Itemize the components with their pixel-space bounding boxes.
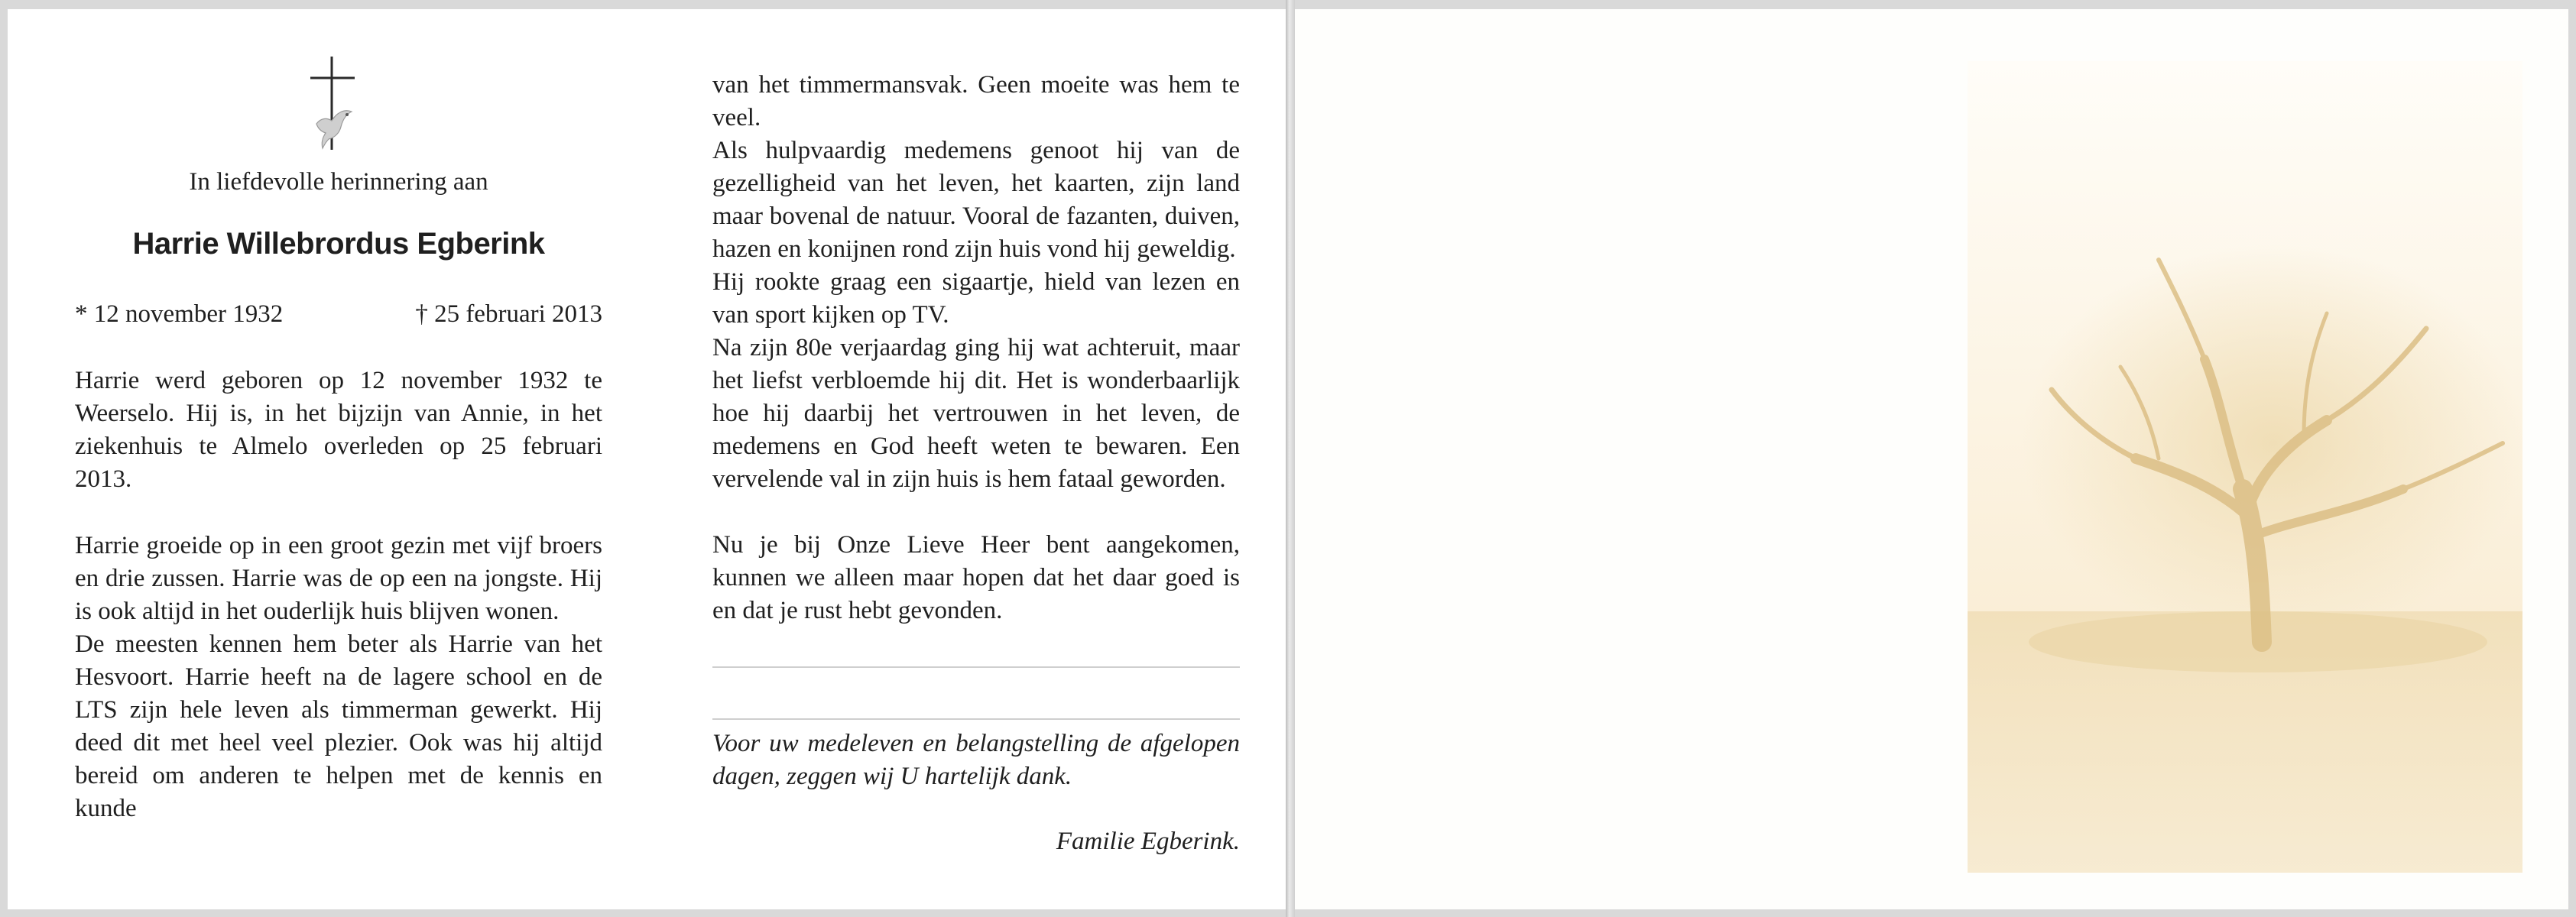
card-fold [1286,0,1295,917]
paragraph: Na zijn 80e verjaardag ging hij wat achteruit, maar het liefst verbloemde hij dit. Het is wonderbaarlijk hoe hij daarbij het vertrouwen in het leven, de medemens en God heeft weten te bewaren. Een vervelende val in zijn huis is hem fataal geworden. [712,334,1240,493]
death-date: † 25 februari 2013 [415,300,602,328]
biography-paragraph [75,365,602,496]
thanks-text: Voor uw medeleven en belangstelling de afgelopen dagen, zeggen wij U hartelijk dank. [712,730,1240,790]
cross-with-dove-icon [301,53,364,153]
paragraph: De meesten kennen hem beter als Harrie van het Hesvoort. Harrie heeft na de lagere school en de LTS zijn hele leven als timmerman gewerkt. Hij deed dit met heel veel plezier. Ook was hij altijd bereid om anderen te helpen met de kennis en kunde [75,630,602,822]
signature: Familie Egberink. [1056,828,1240,855]
deceased-name: Harrie Willebrordus Egberink [132,227,545,261]
paragraph: Harrie werd geboren op 12 november 1932 te Weerselo. Hij is, in het bijzijn van Annie, in het ziekenhuis te Almelo overleden op 25 februari 2013. [75,367,602,493]
paragraph: van het timmermansvak. Geen moeite was hem te veel. [712,71,1240,131]
paragraph: Als hulpvaardig medemens genoot hij van de gezelligheid van het leven, het kaarten, zijn land maar bovenal de natuur. Vooral de fazanten, duiven, hazen en konijnen rond zijn huis vond hij geweldig. [712,137,1240,263]
divider [712,718,1240,720]
paragraph: Hij rookte graag een sigaartje, hield van lezen en van sport kijken op TV. [712,268,1240,329]
divider [712,666,1240,668]
tree-image [1968,61,2522,873]
intro-text: In liefdevolle herinnering aan [189,168,488,196]
card-inside-left-page [8,9,1286,909]
paragraph: Nu je bij Onze Lieve Heer bent aangekomen, kunnen we alleen maar hopen dat het daar goed is en dat je rust hebt gevonden. [712,531,1240,624]
birth-date: * 12 november 1932 [75,300,284,328]
paragraph: Harrie groeide op in een groot gezin met vijf broers en drie zussen. Harrie was de op een na jongste. Hij is ook altijd in het ouderlijk huis blijven wonen. [75,532,602,625]
right-text-column [712,69,1240,627]
biography-paragraph [75,530,602,825]
life-dates [75,298,602,331]
